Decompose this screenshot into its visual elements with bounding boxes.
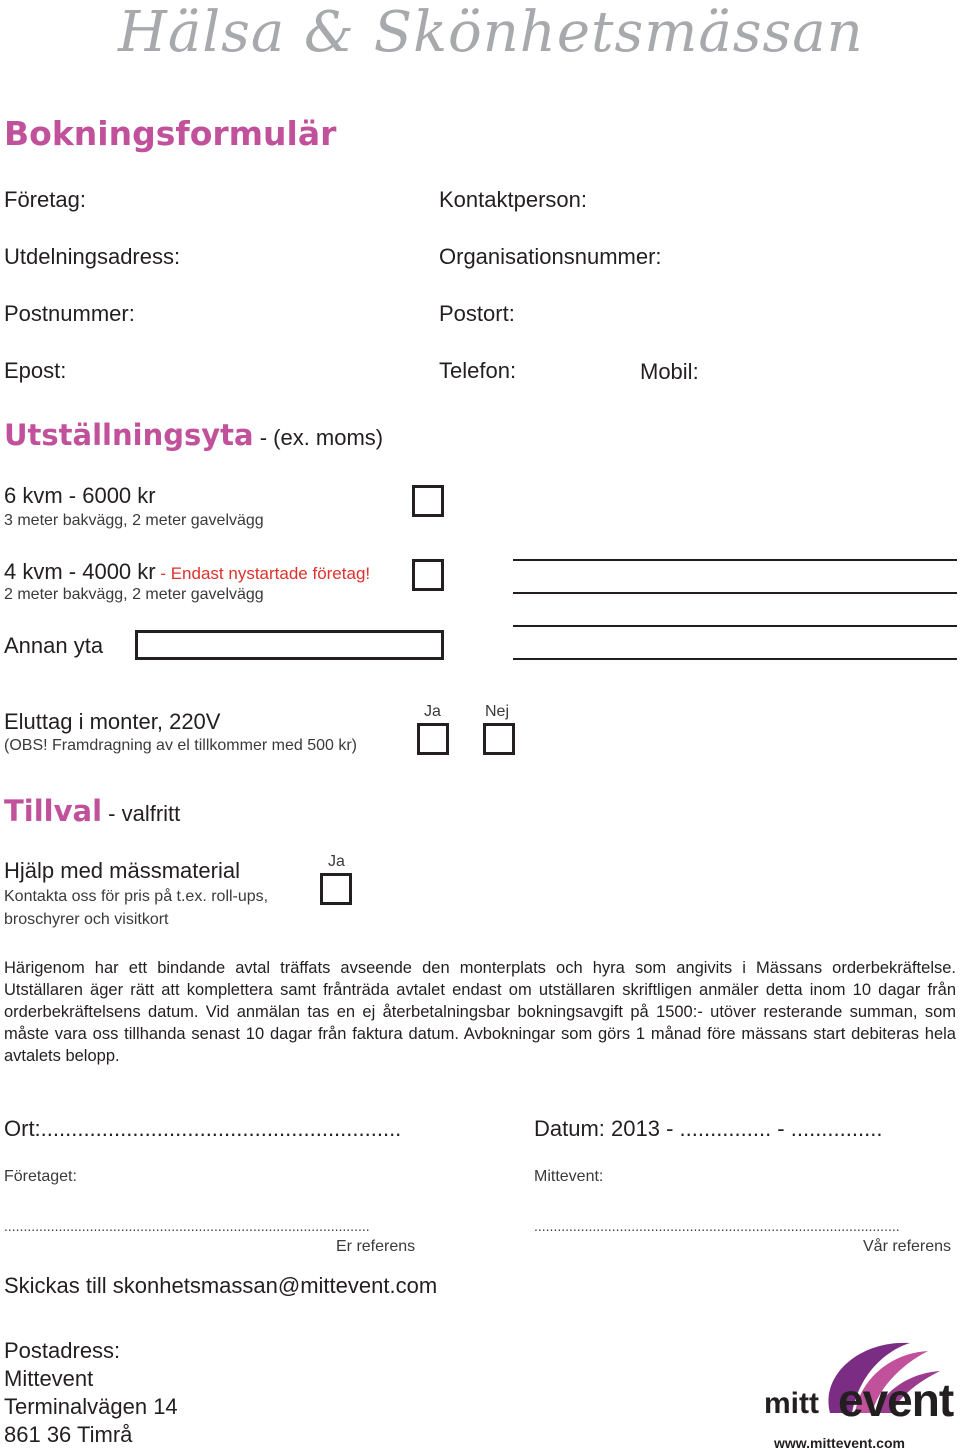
logo-text-mitt: mitt <box>764 1387 819 1420</box>
fair-title: Hälsa & Skönhetsmässan <box>118 0 864 65</box>
company-signature-label: Företaget: <box>4 1168 77 1185</box>
extras-desc-line2: broschyrer och visitkort <box>4 911 169 928</box>
date-field[interactable]: Datum: 2013 - ............... - ............... <box>534 1116 883 1141</box>
postal-label: Postadress: <box>4 1338 121 1363</box>
extras-heading-suffix: - valfritt <box>102 801 181 826</box>
address-field-label: Utdelningsadress: <box>4 244 181 269</box>
our-reference-label: Vår referens <box>863 1238 952 1255</box>
email-field-label: Epost: <box>4 358 67 383</box>
space-option-4kvm-row <box>4 559 370 585</box>
space-option-6kvm-title: 6 kvm - 6000 kr <box>4 483 156 508</box>
power-title: Eluttag i monter, 220V <box>4 709 221 734</box>
logo-text-event: event <box>838 1374 954 1426</box>
mittevent-signature-line[interactable]: .............................................................................................. <box>534 1218 900 1234</box>
extras-yes-checkbox[interactable] <box>320 873 352 905</box>
space-option-4kvm-desc: 2 meter bakvägg, 2 meter gavelvägg <box>4 586 264 603</box>
logo-url: www.mittevent.com <box>774 1435 905 1451</box>
other-space-input[interactable] <box>135 630 444 660</box>
contact-person-field-label: Kontaktperson: <box>439 187 587 212</box>
extras-desc-line1: Kontakta oss för pris på t.ex. roll-ups, <box>4 888 269 905</box>
space-option-6kvm-checkbox[interactable] <box>412 485 444 517</box>
space-option-4kvm-title: 4 kvm - 4000 kr <box>4 559 156 584</box>
notes-line-4[interactable] <box>513 658 957 660</box>
zip-field-label: Postnummer: <box>4 301 135 326</box>
city-field-label: Postort: <box>439 301 515 326</box>
extras-heading-title: Tillval <box>4 794 103 828</box>
power-no-label: Nej <box>485 703 510 720</box>
mobile-field-label: Mobil: <box>640 359 699 384</box>
postal-name: Mittevent <box>4 1366 94 1391</box>
space-heading-suffix: - (ex. moms) <box>253 425 384 450</box>
notes-line-1[interactable] <box>513 559 957 561</box>
postal-street: Terminalvägen 14 <box>4 1394 178 1419</box>
postal-city: 861 36 Timrå <box>4 1422 133 1447</box>
power-yes-label: Ja <box>424 703 441 720</box>
phone-field-label: Telefon: <box>439 358 517 383</box>
space-option-6kvm-desc: 3 meter bakvägg, 2 meter gavelvägg <box>4 512 264 529</box>
place-field[interactable]: Ort:........................................................... <box>4 1116 402 1141</box>
space-option-4kvm-checkbox[interactable] <box>412 559 444 591</box>
power-yes-checkbox[interactable] <box>417 723 449 755</box>
mittevent-signature-label: Mittevent: <box>534 1168 604 1185</box>
your-reference-label: Er referens <box>336 1238 416 1255</box>
mittevent-logo <box>760 1335 960 1453</box>
space-heading-title: Utställningsyta <box>4 418 254 452</box>
power-no-checkbox[interactable] <box>483 723 515 755</box>
space-heading <box>4 418 383 452</box>
space-option-4kvm-note: - Endast nystartade företag! <box>155 564 371 583</box>
form-title: Bokningsformulär <box>4 114 337 153</box>
send-to-text: Skickas till skonhetsmassan@mittevent.com <box>4 1273 438 1298</box>
other-space-label: Annan yta <box>4 633 104 658</box>
power-desc: (OBS! Framdragning av el tillkommer med 500 kr) <box>4 737 357 754</box>
company-field-label: Företag: <box>4 187 86 212</box>
terms-paragraph: Härigenom har ett bindande avtal träffats avseende den monterplats och hyra som angivits i Mässans orderbekräftelse. Utställaren äger rätt att komplettera samt frånträda avtalet endast om utställaren skriftligen anmäler detta inom 10 dagar från orderbekräftelsens datum. Vid anmälan tas en ej återbetalningsbar bokningsavgift på 1500:- utöver resterande summan, som måste vara oss tillhanda senast 10 dagar från faktura datum. Avbokningar som görs 1 månad före mässans start debiteras hela avtalets belopp. <box>4 959 956 1065</box>
notes-line-3[interactable] <box>513 625 957 627</box>
company-signature-line[interactable]: .............................................................................................. <box>4 1218 370 1234</box>
extras-title: Hjälp med mässmaterial <box>4 858 240 883</box>
notes-line-2[interactable] <box>513 592 957 594</box>
extras-yes-label: Ja <box>328 853 345 870</box>
org-number-field-label: Organisationsnummer: <box>439 244 662 269</box>
extras-heading <box>4 794 180 828</box>
